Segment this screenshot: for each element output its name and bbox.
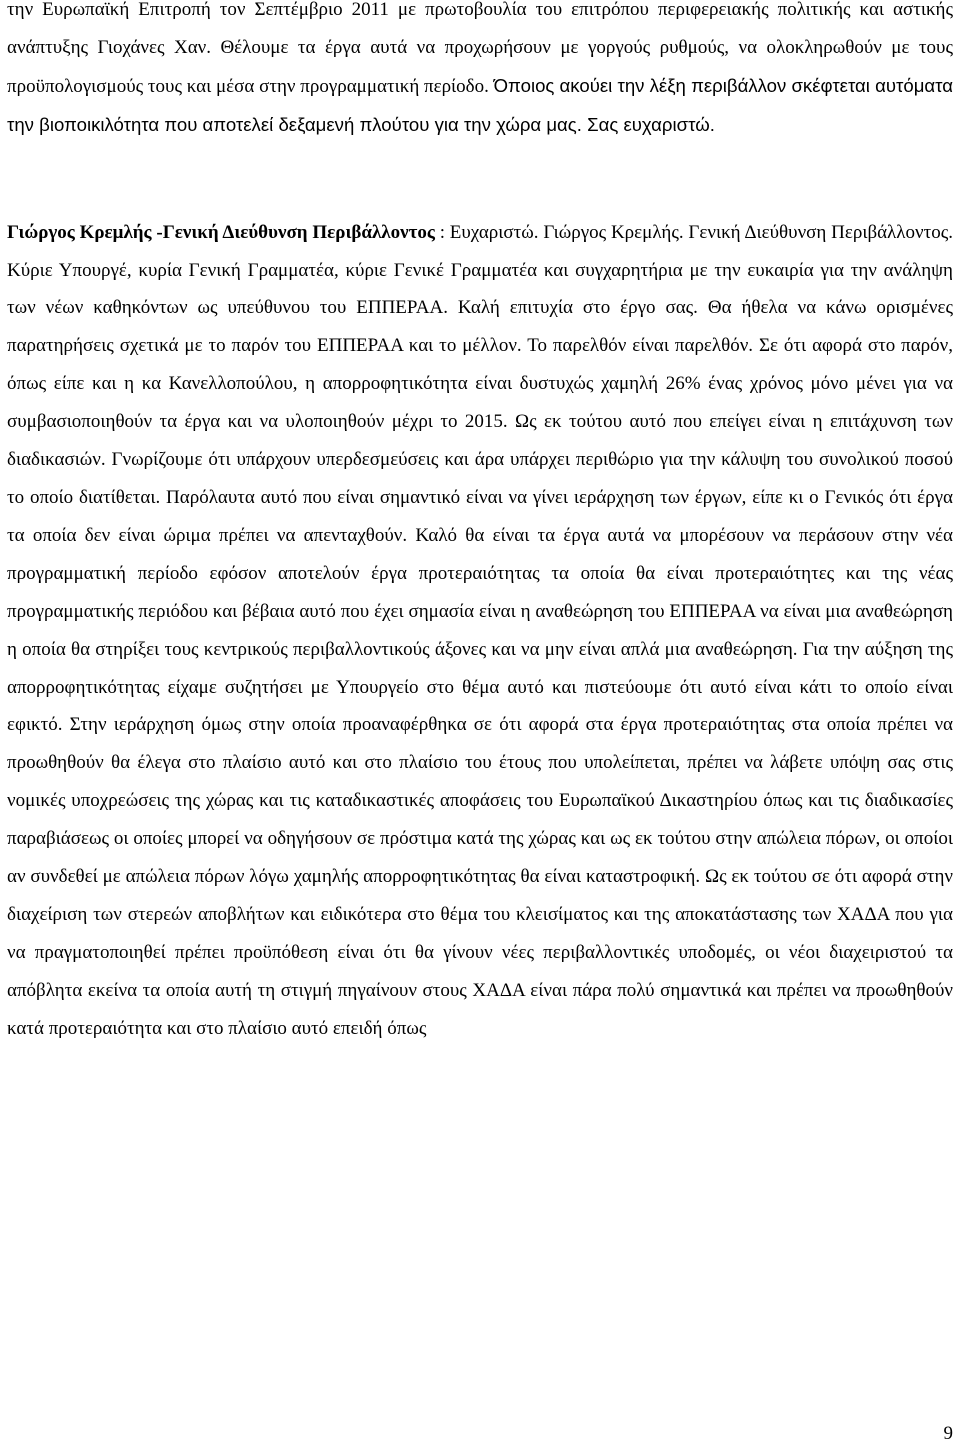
- paragraph-closing-remarks: [7, 0, 953, 145]
- document-body: [7, 0, 953, 1048]
- paragraph-text: την Ευρωπαϊκή Επιτροπή τον Σεπτέμβριο 2011 με πρωτοβουλία του επιτρόπου περιφερειακής πολιτικής και αστικής ανάπτυξης Γιοχάνες Χαν. Θέλουμε τα έργα αυτά να προχωρήσουν με γοργούς ρυθμούς, να ολοκληρωθούν με τους προϋπολογισμούς τους και μέσα στην προγραμματική περίοδο.: [7, 0, 953, 97]
- paragraph-text-sans: Όποιος ακούει την λέξη περιβάλλον σκέφτεται αυτόματα την βιοποικιλότητα που αποτελεί δεξαμενή πλούτου για την χώρα μας. Σας ευχαριστώ.: [7, 74, 953, 135]
- speaker-name: Γιώργος Κρεμλής -Γενική Διεύθυνση Περιβάλλοντος: [7, 221, 435, 243]
- page-number: 9: [943, 1423, 953, 1444]
- paragraph-speaker-statement: [7, 214, 953, 1048]
- speaker-statement-text: : Ευχαριστώ. Γιώργος Κρεμλής. Γενική Διεύθυνση Περιβάλλοντος. Κύριε Υπουργέ, κυρία Γενική Γραμματέα, κύριε Γενικέ Γραμματέα και συγχαρητήρια με την ευκαιρία για την ανάληψη των νέων καθηκόντων ως υπεύθυνου του ΕΠΠΕΡΑΑ. Καλή επιτυχία στο έργο σας. Θα ήθελα να κάνω ορισμένες παρατηρήσεις σχετικά με το παρόν του ΕΠΠΕΡΑΑ και το μέλλον. Το παρελθόν είναι παρελθόν. Σε ότι αφορά στο παρόν, όπως είπε και η κα Κανελλοπούλου, η απορροφητικότητα είναι δυστυχώς χαμηλή 26% ένας χρόνος μόνο μένει για να συμβασιοποιηθούν τα έργα και να υλοποιηθούν μέχρι το 2015. Ως εκ τούτου αυτό που επείγει είναι η επιτάχυνση των διαδικασιών. Γνωρίζουμε ότι υπάρχουν υπερδεσμεύσεις και άρα υπάρχει περιθώριο για την κάλυψη του συνολικού ποσού το οποίο διατίθεται. Παρόλαυτα αυτό που είναι σημαντικό είναι να γίνει ιεράρχηση των έργων, είπε κι ο Γενικός ότι έργα τα οποία δεν είναι ώριμα πρέπει να απενταχθούν. Καλό θα είναι τα έργα αυτά να μπορέσουν να περάσουν στην νέα προγραμματική περίοδο εφόσον αποτελούν έργα προτεραιότητας τα οποία θα είναι προτεραιότητες και της νέας προγραμματικής περιόδου και βέβαια αυτό που έχει σημασία είναι η αναθεώρηση του ΕΠΠΕΡΑΑ να είναι μια αναθεώρηση η οποία θα στηρίξει τους κεντρικούς περιβαλλοντικούς άξονες και να μην είναι απλά μια αναθεώρηση. Για την αύξηση της απορροφητικότητας είχαμε συζητήσει με Υπουργείο στο θέμα αυτό και πιστεύουμε ότι αυτό είναι κάτι το οποίο είναι εφικτό. Στην ιεράρχηση όμως στην οποία προαναφέρθηκα σε ότι αφορά στα έργα προτεραιότητας στα οποία πρέπει να προωθηθούν θα έλεγα στο πλαίσιο αυτό και στο πλαίσιο του έτους που υπολείπεται, πρέπει να λάβετε υπόψη σας στις νομικές υποχρεώσεις της χώρας και τις καταδικαστικές αποφάσεις του Ευρωπαϊκού Δικαστηρίου όπως και τις διαδικασίες παραβιάσεως οι οποίες μπορεί να οδηγήσουν σε πρόστιμα κατά της χώρας και ως εκ τούτου στην απώλεια πόρων, οι οποίοι αν συνδεθεί με απώλεια πόρων λόγω χαμηλής απορροφητικότητας θα είναι καταστροφική. Ως εκ τούτου σε ότι αφορά στην διαχείριση των στερεών αποβλήτων και ειδικότερα στο θέμα του κλεισίματος και της αποκατάστασης των ΧΑΔΑ που για να πραγματοποιηθεί πρέπει προϋπόθεση είναι ότι θα γίνουν νέες περιβαλλοντικές υποδομές, οι νέοι διαχειριστού τα απόβλητα εκείνα τα οποία αυτή τη στιγμή πηγαίνουν στους ΧΑΔΑ είναι πάρα πολύ σημαντικά και πρέπει να προωθηθούν κατά προτεραιότητα και στο πλαίσιο αυτό επειδή όπως: [7, 221, 953, 1039]
